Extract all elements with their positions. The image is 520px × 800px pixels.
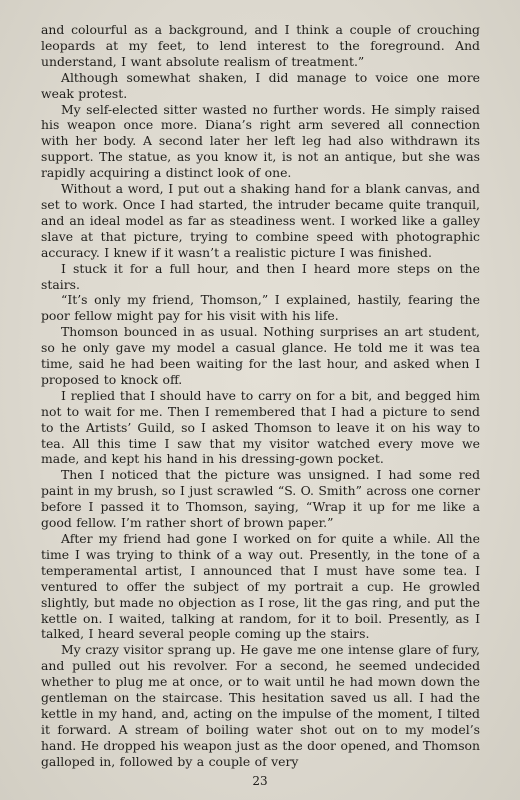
paragraph-4: Without a word, I put out a shaking hand for a blank canvas, and set to work. Once I had started, the intruder became quite tranquil, and an ideal model as far as steadiness went. I worked like a galley slave at that picture, trying to combine speed with photographic accuracy. I knew if it wasn’t a realistic picture I was finished. [41,181,480,260]
paragraph-11: My crazy visitor sprang up. He gave me one intense glare of fury, and pulled out his revolver. For a second, he seemed undecided whether to plug me at once, or to wait until he had mown down the gentleman on the staircase. This hesitation saved us all. I had the kettle in my hand, and, acting on the impulse of the moment, I tilted it forward. A stream of boiling water shot out on to my model’s hand. He dropped his weapon just as the door opened, and Thomson galloped in, followed by a couple of very [41,642,480,769]
paragraph-6: “It’s only my friend, Thomson,” I explained, hastily, fearing the poor fellow might pay for his visit with his life. [41,292,480,324]
paragraph-7: Thomson bounced in as usual. Nothing surprises an art student, so he only gave my model a casual glance. He told me it was tea time, said he had been waiting for the last hour, and asked when I proposed to knock off. [41,324,480,387]
paragraph-2: Although somewhat shaken, I did manage to voice one more weak protest. [41,69,480,101]
paragraph-9: Then I noticed that the picture was unsigned. I had some red paint in my brush, so I just scrawled “S. O. Smith” across one corner before I passed it to Thomson, saying, “Wrap it up for me like a good fellow. I’m rather short of brown paper.” [41,467,481,531]
paragraph-10: After my friend had gone I worked on for quite a while. All the time I was trying to think of a way out. Presently, in the tone of a temperamental artist, I announced that I must have some tea. I ventured to offer the subject of my portrait a cup. He growled slightly, but made no objection as I rose, lit the gas ring, and put the kettle on. I waited, talking at random, for it to boil. Presently, as I talked, I heard several people coming up the stairs. [41,531,480,642]
paragraph-3: My self-elected sitter wasted no further words. He simply raised his weapon once more. Diana’s right arm severed all connection with her body. A second later her left leg had also withdrawn its support. The statue, as you know it, is not an antique, but she was rapidly acquiring a distinct look of one. [41,101,480,181]
page-number: 23 [252,774,268,788]
paragraph-5: I stuck it for a full hour, and then I heard more steps on the stairs. [41,260,480,292]
body-text [41,22,480,770]
paragraph-1: and colourful as a background, and I think a couple of crouching leopards at my feet, to lend interest to the foreground. And understand, I want absolute realism of treatment.” [41,22,480,69]
paragraph-8: I replied that I should have to carry on for a bit, and begged him not to wait for me. Then I remembered that I had a picture to send to the Artists’ Guild, so I asked Thomson to leave it on his way to tea. All this time I saw that my visitor watched every move we made, and kept his hand in his dressing-gown pocket. [41,387,480,467]
